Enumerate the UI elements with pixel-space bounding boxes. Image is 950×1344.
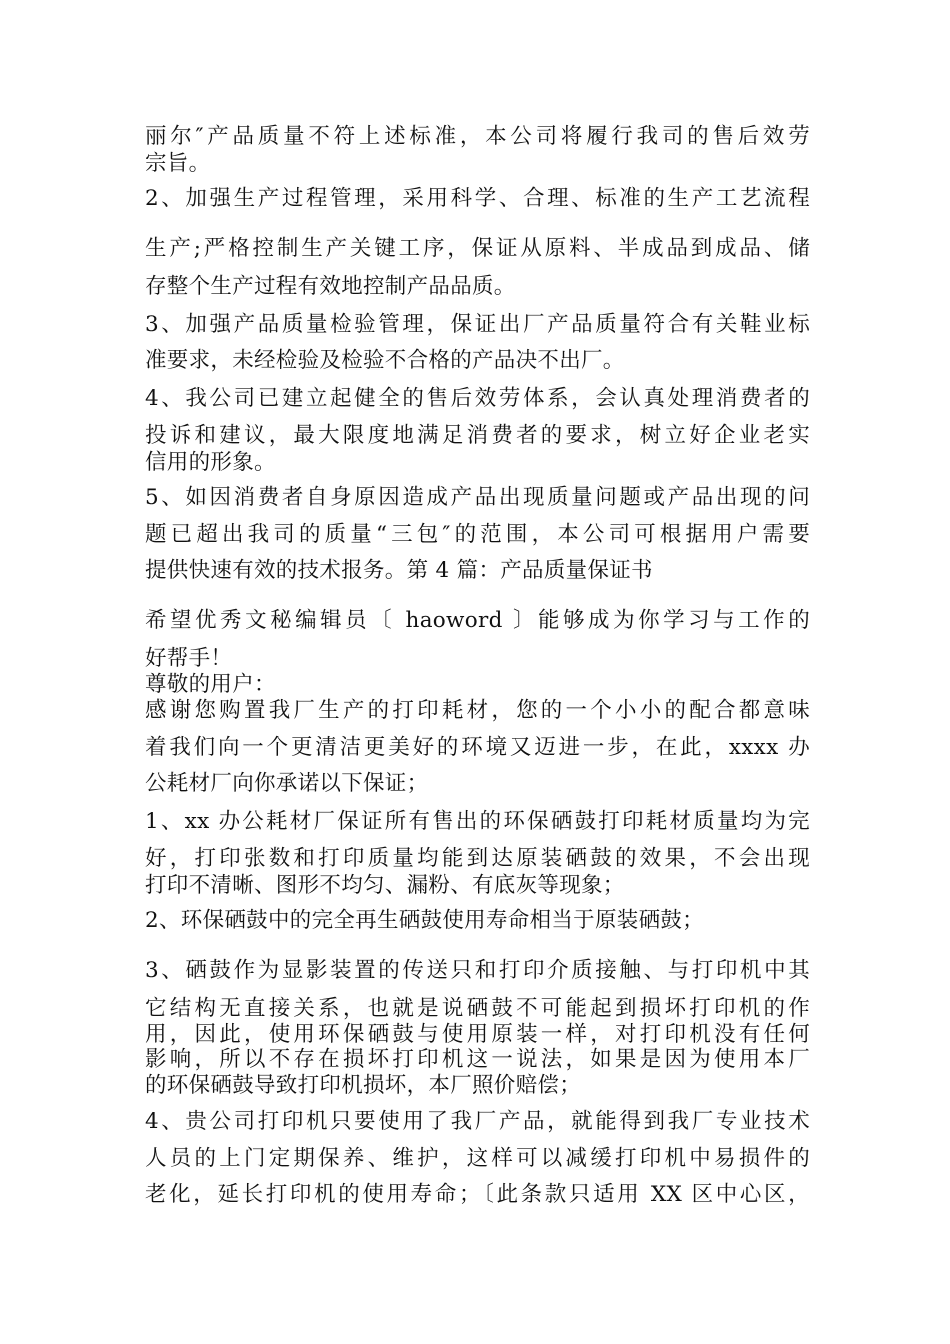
text-line: 希望优秀文秘编辑员〔 haoword 〕能够成为你学习与工作的 <box>145 608 810 633</box>
text-line: 公耗材厂向你承诺以下保证； <box>145 771 429 796</box>
text-line: 4、我公司已建立起健全的售后效劳体系，会认真处理消费者的 <box>145 386 810 411</box>
text-line: 的环保硒鼓导致打印机损坏，本厂照价赔偿； <box>145 1073 582 1098</box>
text-line: 存整个生产过程有效地控制产品品质。 <box>145 274 516 299</box>
text-line: 影响，所以不存在损坏打印机这一说法，如果是因为使用本厂 <box>145 1047 810 1072</box>
text-line: 生产;严格控制生产关键工序，保证从原料、半成品到成品、储 <box>145 236 810 261</box>
text-line: 用，因此，使用环保硒鼓与使用原装一样，对打印机没有任何 <box>145 1022 810 1047</box>
text-line: 5、如因消费者自身原因造成产品出现质量问题或产品出现的问 <box>145 485 810 510</box>
text-line: 着我们向一个更清洁更美好的环境又迈进一步，在此，xxxx 办 <box>145 735 810 760</box>
text-line: 它结构无直接关系，也就是说硒鼓不可能起到损坏打印机的作 <box>145 996 810 1021</box>
text-line: 3、硒鼓作为显影装置的传送只和打印介质接触、与打印机中其 <box>145 958 810 983</box>
text-line: 提供快速有效的技术报务。第 4 篇：产品质量保证书 <box>145 558 653 583</box>
text-line: 丽尔″产品质量不符上述标准，本公司将履行我司的售后效劳 <box>145 124 810 149</box>
text-line: 2、加强生产过程管理，采用科学、合理、标准的生产工艺流程 <box>145 186 810 211</box>
text-line: 信用的形象。 <box>145 450 276 475</box>
text-line: 好帮手！ <box>145 646 233 671</box>
text-line: 投诉和建议，最大限度地满足消费者的要求，树立好企业老实 <box>145 423 810 448</box>
text-line: 老化，延长打印机的使用寿命；〔此条款只适用 XX 区中心区， <box>145 1182 810 1207</box>
text-line: 4、贵公司打印机只要使用了我厂产品，就能得到我厂专业技术 <box>145 1109 810 1134</box>
text-line: 2、环保硒鼓中的完全再生硒鼓使用寿命相当于原装硒鼓； <box>145 908 704 933</box>
text-line: 感谢您购置我厂生产的打印耗材，您的一个小小的配合都意味 <box>145 698 810 723</box>
text-line: 1、xx 办公耗材厂保证所有售出的环保硒鼓打印耗材质量均为完 <box>145 809 810 834</box>
text-line: 人员的上门定期保养、维护，这样可以减缓打印机中易损件的 <box>145 1146 810 1171</box>
text-line: 题已超出我司的质量“三包″的范围，本公司可根据用户需要 <box>145 522 810 547</box>
text-line: 3、加强产品质量检验管理，保证出厂产品质量符合有关鞋业标 <box>145 312 810 337</box>
text-line: 打印不清晰、图形不均匀、漏粉、有底灰等现象； <box>145 873 625 898</box>
text-line: 好，打印张数和打印质量均能到达原装硒鼓的效果，不会出现 <box>145 846 810 871</box>
text-line: 宗旨。 <box>145 151 211 176</box>
text-line: 准要求，未经检验及检验不合格的产品决不出厂。 <box>145 348 625 373</box>
text-line: 尊敬的用户： <box>145 672 276 697</box>
